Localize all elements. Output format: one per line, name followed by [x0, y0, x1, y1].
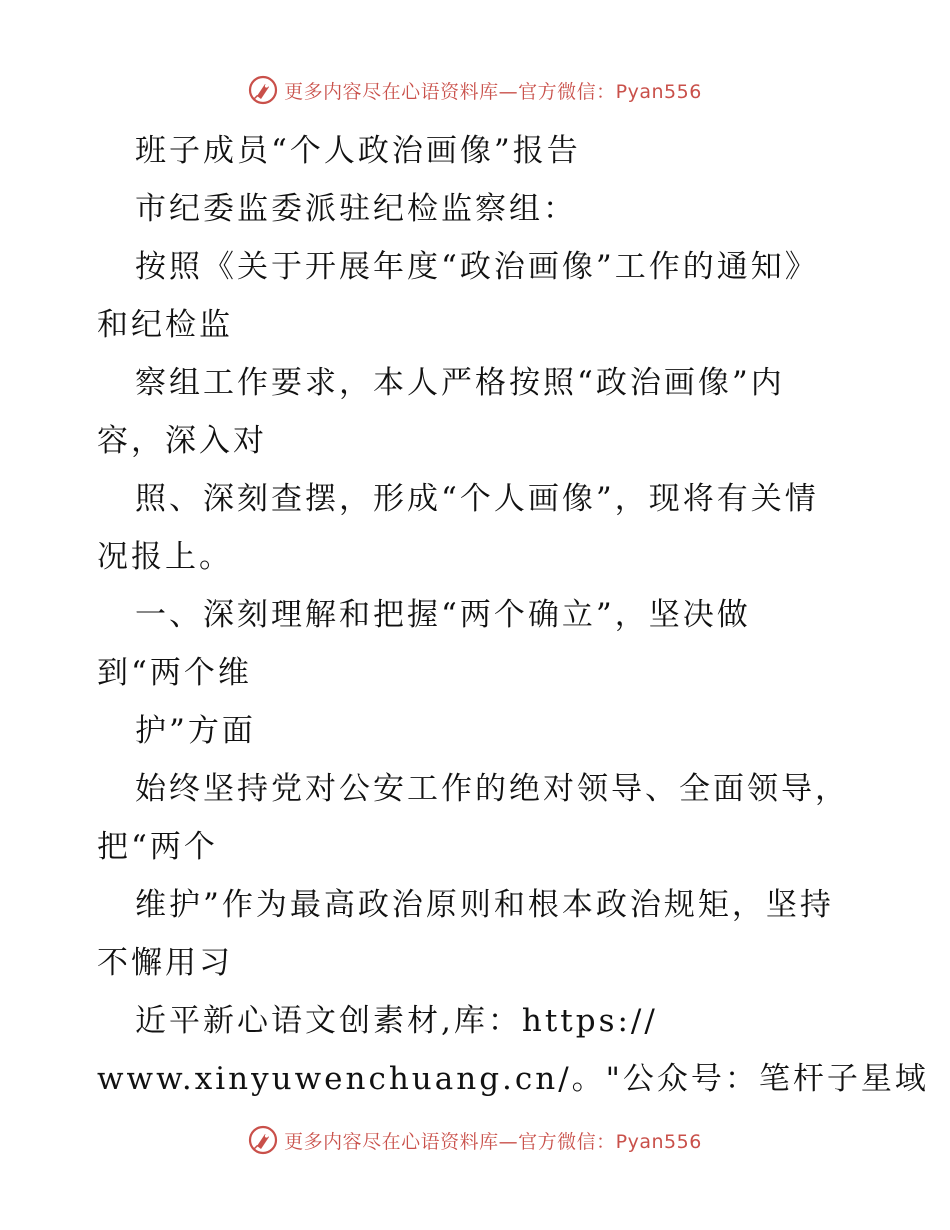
- pen-nib-logo-icon: [248, 75, 278, 105]
- doc-line: www.xinyuwenchuang.cn/。"公众号：笔杆子星域: [97, 1061, 929, 1097]
- document-body: [97, 122, 929, 1108]
- footer-watermark-banner: [0, 1120, 950, 1160]
- header-watermark-banner: [0, 70, 950, 110]
- doc-line: 市纪委监委派驻纪检监察组：: [135, 191, 577, 227]
- doc-line: 按照《关于开展年度“政治画像”工作的通知》: [135, 249, 819, 285]
- doc-line: 护”方面: [135, 713, 256, 749]
- doc-line: 不懈用习: [97, 945, 233, 981]
- doc-line: 近平新心语文创素材,库：https://: [135, 1003, 658, 1039]
- doc-line: 容，深入对: [97, 423, 267, 459]
- doc-line: 班子成员“个人政治画像”报告: [135, 133, 581, 169]
- watermark-text: 更多内容尽在心语资料库—官方微信：Pyan556: [284, 80, 702, 103]
- doc-line: 况报上。: [97, 539, 233, 575]
- doc-line: 把“两个: [97, 829, 218, 865]
- doc-line: 和纪检监: [97, 307, 233, 343]
- doc-line: 始终坚持党对公安工作的绝对领导、全面领导，: [135, 771, 849, 807]
- doc-line: 照、深刻查摆，形成“个人画像”，现将有关情: [135, 481, 819, 517]
- watermark-text: 更多内容尽在心语资料库—官方微信：Pyan556: [284, 1130, 702, 1153]
- doc-line: 一、深刻理解和把握“两个确立”，坚决做: [135, 597, 751, 633]
- doc-line: 到“两个维: [97, 655, 252, 691]
- doc-line: 察组工作要求，本人严格按照“政治画像”内: [135, 365, 785, 401]
- pen-nib-logo-icon: [248, 1125, 278, 1155]
- doc-line: 维护”作为最高政治原则和根本政治规矩，坚持: [135, 887, 834, 923]
